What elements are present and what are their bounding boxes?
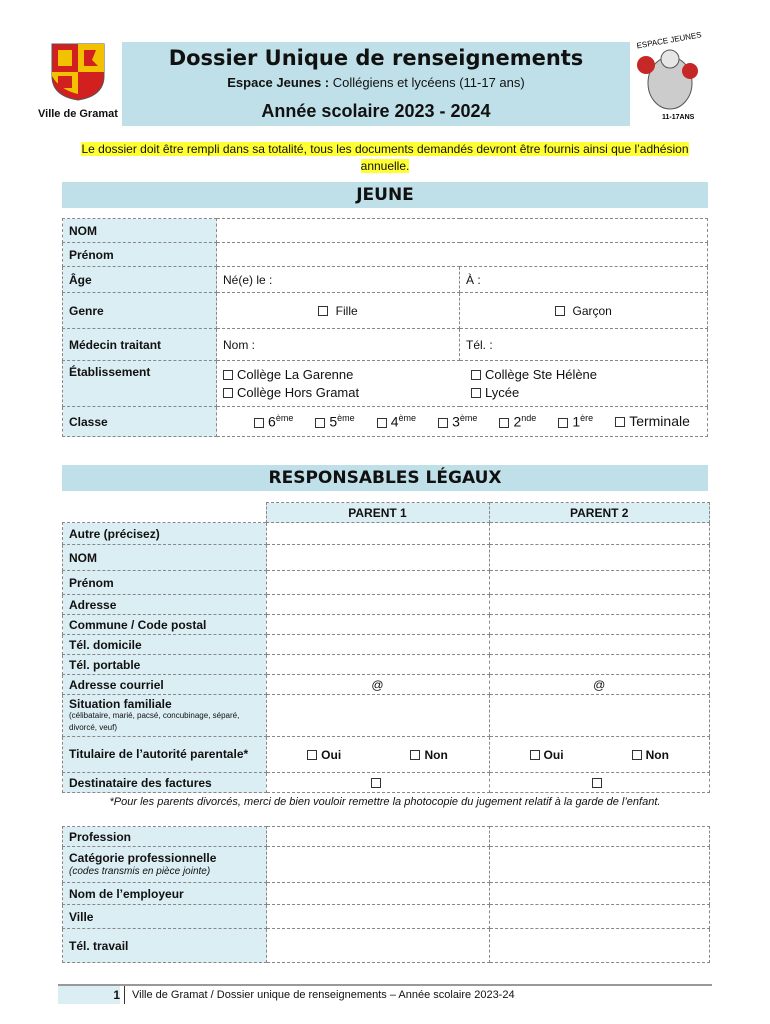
instructions-notice: Le dossier doit être rempli dans sa totalité, tous les documents demandés devront être fournis ainsi que l’adhésion annuelle. <box>81 142 689 173</box>
checkbox-icon[interactable] <box>632 750 642 760</box>
input-ville-p2[interactable] <box>490 905 710 929</box>
svg-text:ESPACE JEUNES: ESPACE JEUNES <box>635 30 703 51</box>
input-employeur-p2[interactable] <box>490 883 710 905</box>
option-hors-gramat[interactable]: Collège Hors Gramat <box>223 384 471 402</box>
row-situation <box>63 695 710 737</box>
header-parent1: PARENT 1 <box>266 503 489 523</box>
label-autre: Autre (précisez) <box>63 523 267 545</box>
input-nom[interactable] <box>217 219 708 243</box>
checkbox-icon[interactable] <box>438 418 448 428</box>
row-prenom <box>63 571 710 595</box>
label-nom: NOM <box>63 545 267 571</box>
label-destinataire: Destinataire des factures <box>63 773 267 793</box>
responsables-table <box>62 502 710 793</box>
checkbox-destinataire-p2[interactable] <box>489 773 710 793</box>
row-nom <box>63 219 708 243</box>
option-classe-6[interactable]: 6ème <box>254 413 293 430</box>
gramat-crest-logo <box>50 42 106 102</box>
row-categorie <box>63 847 710 883</box>
input-profession-p1[interactable] <box>267 827 490 847</box>
input-nom-p2[interactable] <box>489 545 710 571</box>
row-classe <box>63 407 708 437</box>
label-tel-travail: Tél. travail <box>63 929 267 963</box>
label-genre: Genre <box>63 293 217 329</box>
checkbox-destinataire-p1[interactable] <box>266 773 489 793</box>
option-non-p1[interactable]: Non <box>410 748 447 762</box>
input-autre-p1[interactable] <box>266 523 489 545</box>
jeune-table <box>62 218 708 437</box>
input-commune-p1[interactable] <box>266 615 489 635</box>
row-destinataire <box>63 773 710 793</box>
row-courriel <box>63 675 710 695</box>
label-etablissement: Établissement <box>63 361 217 407</box>
input-birth-date[interactable]: Né(e) le : <box>217 267 460 293</box>
input-tel-dom-p1[interactable] <box>266 635 489 655</box>
checkbox-icon[interactable] <box>371 778 381 788</box>
checkbox-icon[interactable] <box>558 418 568 428</box>
input-profession-p2[interactable] <box>490 827 710 847</box>
row-parent-headers <box>63 503 710 523</box>
input-situation-p1[interactable] <box>266 695 489 737</box>
option-classe-1[interactable]: 1ère <box>558 413 593 430</box>
etablissement-options <box>217 361 708 407</box>
row-tel-travail <box>63 929 710 963</box>
checkbox-icon[interactable] <box>471 370 481 380</box>
label-courriel: Adresse courriel <box>63 675 267 695</box>
input-ville-p1[interactable] <box>267 905 490 929</box>
row-medecin <box>63 329 708 361</box>
divorce-footnote: *Pour les parents divorcés, merci de bien vouloir remettre la photocopie du jugement relatif à la garde de l’enfant. <box>109 796 661 808</box>
row-titulaire <box>63 737 710 773</box>
document-subtitle: Espace Jeunes : Collégiens et lycéens (11-17 ans) <box>227 75 525 90</box>
input-tel-port-p2[interactable] <box>489 655 710 675</box>
school-year: Année scolaire 2023 - 2024 <box>261 101 491 121</box>
input-tel-travail-p1[interactable] <box>267 929 490 963</box>
input-adresse-p2[interactable] <box>489 595 710 615</box>
input-courriel-p2[interactable]: @ <box>489 675 710 695</box>
label-classe: Classe <box>63 407 217 437</box>
label-prenom: Prénom <box>63 571 267 595</box>
checkbox-icon[interactable] <box>592 778 602 788</box>
label-age: Âge <box>63 267 217 293</box>
label-tel-portable: Tél. portable <box>63 655 267 675</box>
row-nom <box>63 545 710 571</box>
checkbox-icon[interactable] <box>377 418 387 428</box>
label-commune: Commune / Code postal <box>63 615 267 635</box>
checkbox-fille[interactable]: Fille <box>217 293 460 329</box>
checkbox-icon[interactable] <box>530 750 540 760</box>
row-tel-domicile <box>63 635 710 655</box>
input-prenom-p1[interactable] <box>266 571 489 595</box>
checkbox-icon[interactable] <box>555 306 565 316</box>
input-birth-place[interactable]: À : <box>460 267 708 293</box>
checkbox-icon[interactable] <box>223 388 233 398</box>
checkbox-icon[interactable] <box>223 370 233 380</box>
titulaire-p1 <box>266 737 489 773</box>
option-oui-p2[interactable]: Oui <box>530 748 564 762</box>
checkbox-icon[interactable] <box>318 306 328 316</box>
input-courriel-p1[interactable]: @ <box>266 675 489 695</box>
input-autre-p2[interactable] <box>489 523 710 545</box>
section-responsables-header: RESPONSABLES LÉGAUX <box>62 465 708 491</box>
input-nom-p1[interactable] <box>266 545 489 571</box>
input-categorie-p2[interactable] <box>490 847 710 883</box>
label-categorie: Catégorie professionnelle (codes transmis en pièce jointe) <box>63 847 267 883</box>
input-tel-port-p1[interactable] <box>266 655 489 675</box>
row-age <box>63 267 708 293</box>
crest-caption: Ville de Gramat <box>38 108 118 120</box>
option-classe-4[interactable]: 4ème <box>377 413 416 430</box>
input-tel-travail-p2[interactable] <box>490 929 710 963</box>
label-ville: Ville <box>63 905 267 929</box>
checkbox-icon[interactable] <box>307 750 317 760</box>
input-employeur-p1[interactable] <box>267 883 490 905</box>
checkbox-icon[interactable] <box>471 388 481 398</box>
row-commune <box>63 615 710 635</box>
option-classe-5[interactable]: 5ème <box>315 413 354 430</box>
label-prenom: Prénom <box>63 243 217 267</box>
row-etablissement <box>63 361 708 407</box>
checkbox-icon[interactable] <box>410 750 420 760</box>
footer-divider <box>124 986 125 1004</box>
option-ste-helene[interactable]: Collège Ste Hélène <box>471 366 597 384</box>
label-medecin: Médecin traitant <box>63 329 217 361</box>
input-prenom[interactable] <box>217 243 708 267</box>
option-classe-2[interactable]: 2nde <box>499 413 536 430</box>
input-situation-p2[interactable] <box>489 695 710 737</box>
label-employeur: Nom de l’employeur <box>63 883 267 905</box>
option-non-p2[interactable]: Non <box>632 748 669 762</box>
classe-options <box>217 407 708 437</box>
row-adresse <box>63 595 710 615</box>
input-commune-p2[interactable] <box>489 615 710 635</box>
checkbox-icon[interactable] <box>615 417 625 427</box>
label-situation: Situation familiale (célibataire, marié, pacsé, concubinage, séparé, divorcé, veuf) <box>63 695 267 737</box>
label-nom: NOM <box>63 219 217 243</box>
row-ville <box>63 905 710 929</box>
input-adresse-p1[interactable] <box>266 595 489 615</box>
row-prenom <box>63 243 708 267</box>
input-prenom-p2[interactable] <box>489 571 710 595</box>
header-parent2: PARENT 2 <box>489 503 710 523</box>
label-adresse: Adresse <box>63 595 267 615</box>
label-tel-domicile: Tél. domicile <box>63 635 267 655</box>
page-number: 1 <box>58 986 120 1004</box>
document-title: Dossier Unique de renseignements <box>168 46 584 70</box>
input-medecin-nom[interactable]: Nom : <box>217 329 460 361</box>
row-employeur <box>63 883 710 905</box>
input-medecin-tel[interactable]: Tél. : <box>460 329 708 361</box>
option-lycee[interactable]: Lycée <box>471 384 597 402</box>
option-classe-terminale[interactable]: Terminale <box>615 413 690 430</box>
row-tel-portable <box>63 655 710 675</box>
input-categorie-p1[interactable] <box>267 847 490 883</box>
label-profession: Profession <box>63 827 267 847</box>
row-profession <box>63 827 710 847</box>
titulaire-p2 <box>489 737 710 773</box>
label-titulaire: Titulaire de l’autorité parentale* <box>63 737 267 773</box>
option-la-garenne[interactable]: Collège La Garenne <box>223 366 471 384</box>
checkbox-garcon[interactable]: Garçon <box>460 293 708 329</box>
checkbox-icon[interactable] <box>499 418 509 428</box>
row-autre <box>63 523 710 545</box>
footer-text: Ville de Gramat / Dossier unique de renseignements – Année scolaire 2023-24 <box>132 989 515 1001</box>
section-jeune-header: JEUNE <box>62 182 708 208</box>
espace-jeunes-logo <box>628 25 708 125</box>
checkbox-icon[interactable] <box>254 418 264 428</box>
svg-text:11-17ANS: 11-17ANS <box>662 114 695 121</box>
empty-corner <box>63 503 267 523</box>
checkbox-icon[interactable] <box>315 418 325 428</box>
input-tel-dom-p2[interactable] <box>489 635 710 655</box>
profession-table <box>62 826 710 963</box>
option-classe-3[interactable]: 3ème <box>438 413 477 430</box>
row-genre <box>63 293 708 329</box>
option-oui-p1[interactable]: Oui <box>307 748 341 762</box>
